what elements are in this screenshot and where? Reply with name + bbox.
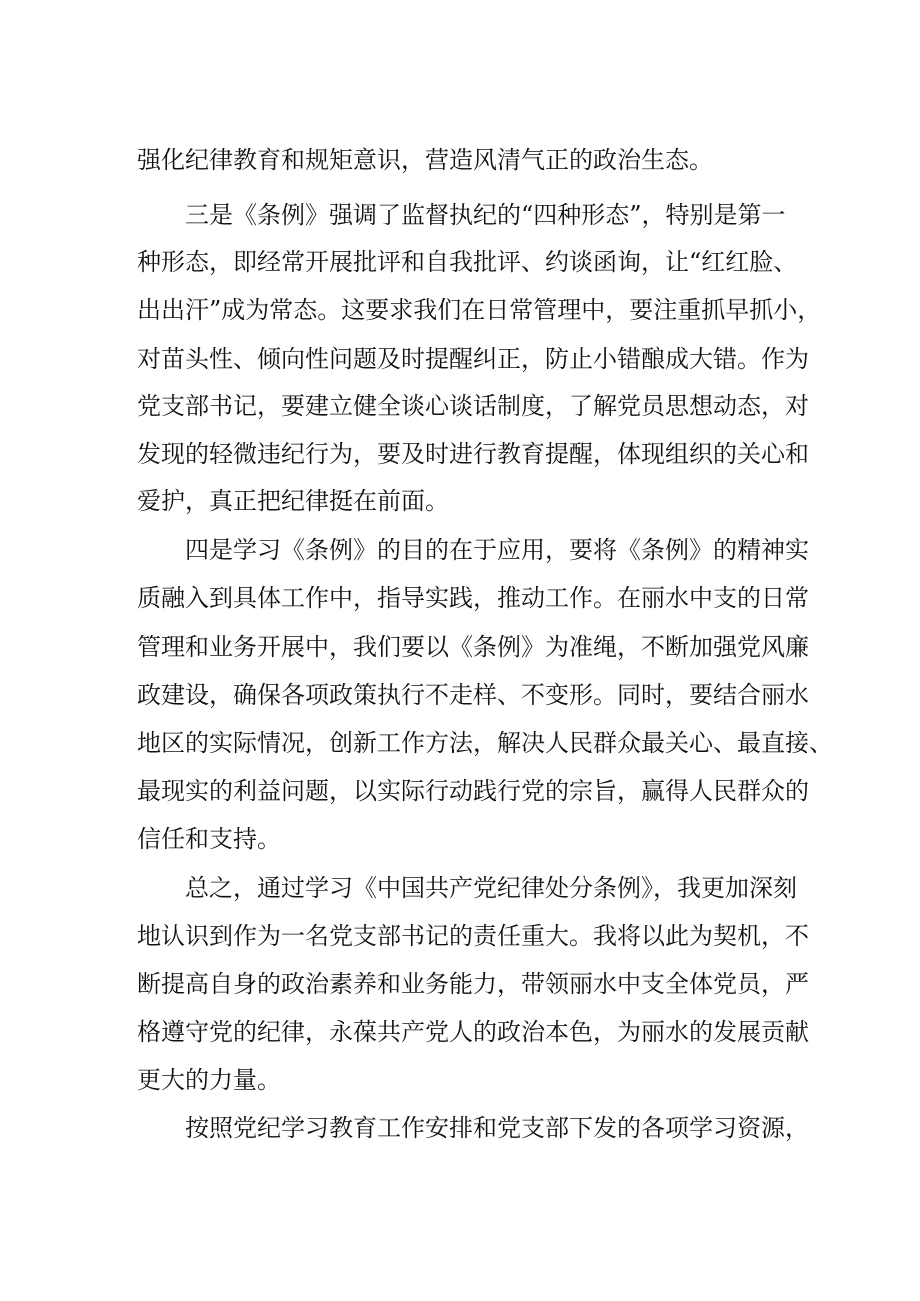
text-line: 爱护，真正把纪律挺在前面。 <box>137 487 449 515</box>
text-line: 强化纪律教育和规矩意识，营造风清气正的政治生态。 <box>137 146 713 174</box>
text-line: 格遵守党的纪律，永葆共产党人的政治本色，为丽水的发展贡献 <box>137 1018 809 1046</box>
text-line: 政建设，确保各项政策执行不走样、不变形。同时，要结合丽水 <box>137 681 809 709</box>
text-line: 对苗头性、倾向性问题及时提醒纠正，防止小错酿成大错。作为 <box>137 345 809 373</box>
text-line: 最现实的利益问题，以实际行动践行党的宗旨，赢得人民群众的 <box>137 777 809 805</box>
text-line: 质融入到具体工作中，指导实践，推动工作。在丽水中支的日常 <box>137 584 809 612</box>
text-line: 地区的实际情况，创新工作方法，解决人民群众最关心、最直接、 <box>137 729 833 757</box>
text-line: 更大的力量。 <box>137 1066 281 1094</box>
text-line: 信任和支持。 <box>137 825 281 853</box>
text-line: 地认识到作为一名党支部书记的责任重大。我将以此为契机，不 <box>137 922 809 950</box>
text-line: 种形态，即经常开展批评和自我批评、约谈函询，让“红红脸、 <box>137 248 798 276</box>
text-line: 总之，通过学习《中国共产党纪律处分条例》，我更加深刻 <box>185 874 797 902</box>
text-line: 发现的轻微违纪行为，要及时进行教育提醒，体现组织的关心和 <box>137 440 809 468</box>
text-line: 四是学习《条例》的目的在于应用，要将《条例》的精神实 <box>185 536 809 564</box>
text-line: 管理和业务开展中，我们要以《条例》为准绳，不断加强党风廉 <box>137 633 809 661</box>
text-line: 三是《条例》强调了监督执纪的“四种形态”，特别是第一 <box>185 201 786 229</box>
text-line: 断提高自身的政治素养和业务能力，带领丽水中支全体党员，严 <box>137 970 809 998</box>
text-line: 出出汗”成为常态。这要求我们在日常管理中，要注重抓早抓小， <box>137 296 822 324</box>
text-line: 党支部书记，要建立健全谈心谈话制度，了解党员思想动态，对 <box>137 392 809 420</box>
text-line: 按照党纪学习教育工作安排和党支部下发的各项学习资源， <box>185 1114 809 1142</box>
